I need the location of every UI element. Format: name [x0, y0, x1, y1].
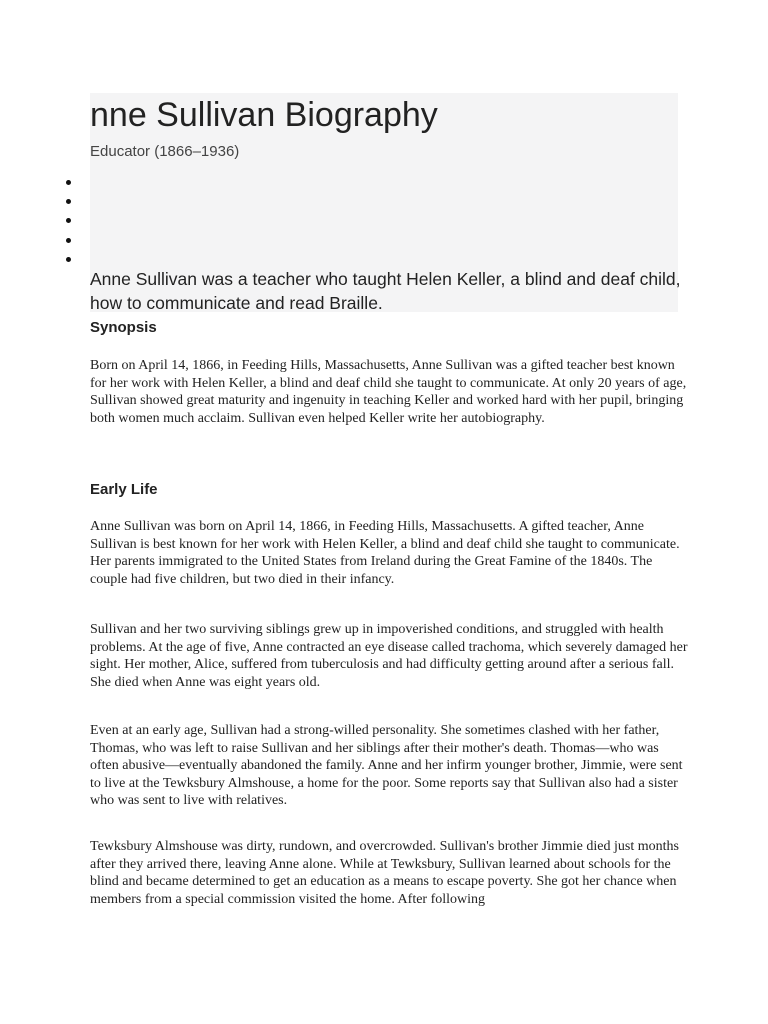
early-life-heading: Early Life — [90, 481, 158, 498]
bullet-dot-icon — [66, 218, 71, 223]
early-life-paragraph-1: Anne Sullivan was born on April 14, 1866, in Feeding Hills, Massachusetts. A gifted teacher, Anne Sullivan is best known for her work with Helen Keller, a blind and deaf child she taught to communicate. Her parents immigrated to the United States from Ireland during the Great Famine of the 1840s. The couple had five children, but two died in their infancy. — [90, 519, 680, 587]
synopsis-heading: Synopsis — [90, 319, 157, 336]
page-subtitle: Educator (1866–1936) — [90, 143, 240, 160]
early-life-paragraph-2: Sullivan and her two surviving siblings grew up in impoverished conditions, and struggled with health problems. At the age of five, Anne contracted an eye disease called trachoma, which severely damaged her sight. Her mother, Alice, suffered from tuberculosis and had difficulty getting around after a serious fall. She died when Anne was eight years old. — [90, 622, 688, 690]
bullet-dot-icon — [66, 257, 71, 262]
early-life-paragraph-4: Tewksbury Almshouse was dirty, rundown, and overcrowded. Sullivan's brother Jimmie died just months after they arrived there, leaving Anne alone. While at Tewksbury, Sullivan learned about schools for the blind and became determined to get an education as a means to escape poverty. She got her chance when members from a special commission visited the home. After following — [90, 839, 679, 907]
synopsis-paragraph: Born on April 14, 1866, in Feeding Hills, Massachusetts, Anne Sullivan was a gifted teacher best known for her work with Helen Keller, a blind and deaf child she taught to communicate. At only 20 years of age, Sullivan showed great maturity and ingenuity in teaching Keller and worked hard with her pupil, bringing both women much acclaim. Sullivan even helped Keller write her autobiography. — [90, 358, 687, 426]
bullet-dot-icon — [66, 199, 71, 204]
bullet-dot-icon — [66, 238, 71, 243]
bullet-dot-icon — [66, 180, 71, 185]
article-lede: Anne Sullivan was a teacher who taught Helen Keller, a blind and deaf child, how to communicate and read Braille. — [90, 269, 681, 313]
early-life-paragraph-3: Even at an early age, Sullivan had a strong-willed personality. She sometimes clashed with her father, Thomas, who was left to raise Sullivan and her siblings after their mother's death. Thomas—who was often abusive—eventually abandoned the family. Anne and her infirm younger brother, Jimmie, were sent to live at the Tewksbury Almshouse, a home for the poor. Some reports say that Sullivan also had a sister who was sent to live with relatives. — [90, 723, 683, 809]
page-title: nne Sullivan Biography — [90, 96, 438, 134]
